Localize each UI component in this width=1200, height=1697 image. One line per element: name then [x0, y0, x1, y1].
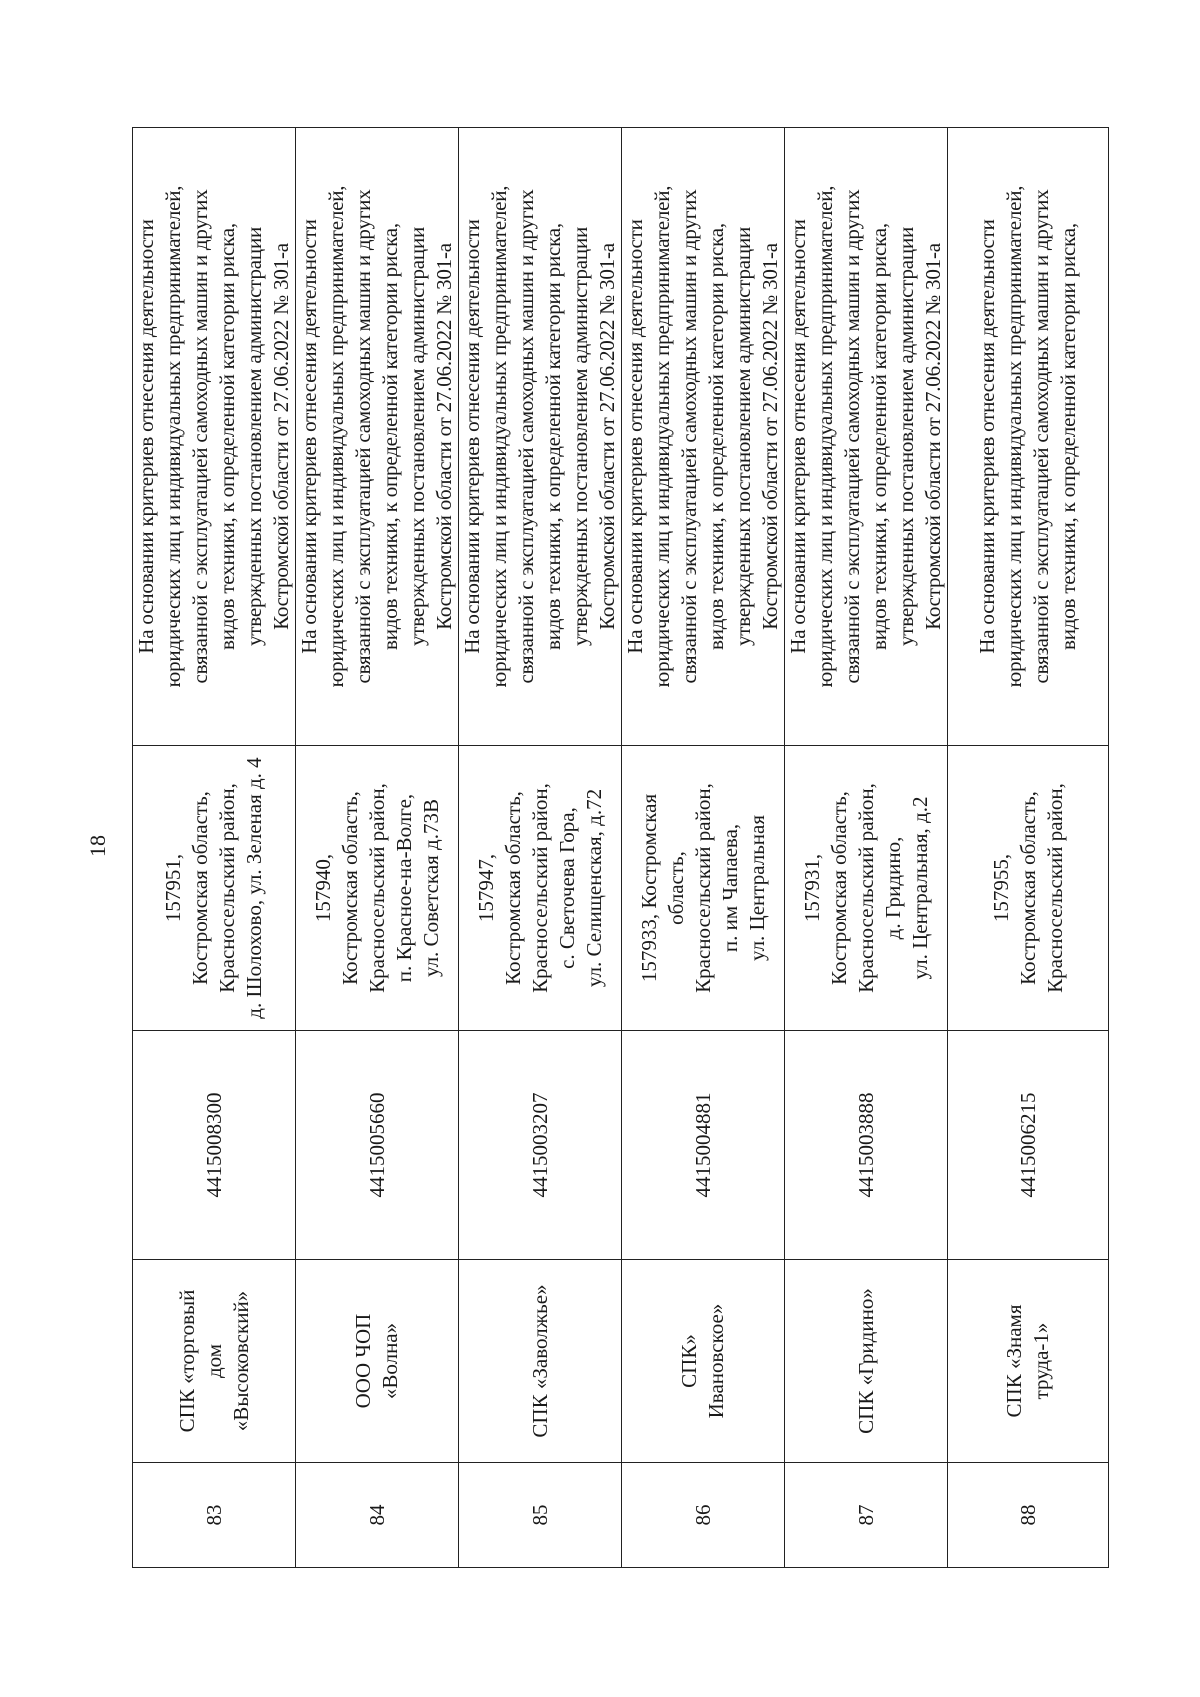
inn-cell-text: 4415005660 [364, 1092, 389, 1198]
basis-cell-line: видов техники, к определенной категории риска, [867, 223, 891, 650]
organization-name-cell-line: Ивановское» [704, 1303, 728, 1419]
inn-cell-text: 4415008300 [201, 1092, 226, 1198]
inn-cell [133, 1031, 296, 1260]
address-cell [296, 746, 459, 1031]
inn-cell [622, 1031, 785, 1260]
basis-cell [785, 128, 948, 746]
address-cell-line: Красносельский район, [215, 783, 239, 993]
organization-name-cell-line: СПК «Знамя [1002, 1304, 1026, 1418]
inn-cell [296, 1031, 459, 1260]
inn-cell-text: 4415004881 [690, 1092, 715, 1198]
basis-cell-line: видов техники, к определенной категории риска, [215, 223, 239, 650]
address-cell-line: д. Шолохово, ул. Зеленая д. 4 [242, 757, 266, 1019]
basis-cell-line: юридических лиц и индивидуальных предпринимателей, [650, 185, 674, 688]
organization-name-cell [296, 1260, 459, 1463]
basis-cell-line: юридических лиц и индивидуальных предпринимателей, [813, 185, 837, 688]
address-cell-line: Костромская область, [500, 791, 525, 985]
basis-cell-line: Костромской области от 27.06.2022 № 301-а [758, 243, 782, 630]
basis-cell-line: На основании критериев отнесения деятельности [975, 219, 999, 654]
address-cell-line: 157940, [310, 853, 335, 923]
address-cell-line: Красносельский район, [1042, 783, 1067, 993]
address-cell-line: ул. Советская д.73В [418, 799, 443, 977]
registry-table-container [132, 127, 1100, 1568]
basis-cell-line: На основании критериев отнесения деятельности [297, 219, 321, 654]
basis-cell-line: связанной с эксплуатацией самоходных машин и других [1029, 189, 1053, 684]
address-cell-line: 157931, [799, 853, 824, 923]
address-cell-line: п. Красное-на-Волге, [391, 793, 416, 983]
organization-name-cell-line: СПК «торговый [174, 1289, 199, 1433]
address-cell-line: Костромская область, [1015, 791, 1040, 985]
basis-cell [459, 128, 622, 746]
inn-cell [948, 1031, 1109, 1260]
table-row [459, 128, 622, 1568]
address-cell-line: область, [663, 851, 688, 925]
basis-cell-line: юридических лиц и индивидуальных предпринимателей, [161, 185, 185, 688]
address-cell-line: Красносельский район, [527, 783, 552, 993]
basis-cell-line: связанной с эксплуатацией самоходных машин и других [351, 189, 375, 684]
row-number-cell [296, 1463, 459, 1568]
basis-cell-line: Костромской области от 27.06.2022 № 301-а [269, 243, 293, 630]
address-cell-line: ул. Центральная, д.2 [907, 796, 932, 980]
address-cell-line: с. Светочева Гора, [554, 807, 579, 969]
address-cell [622, 746, 785, 1031]
row-number-cell-text: 83 [201, 1504, 226, 1526]
basis-cell-line: юридических лиц и индивидуальных предпринимателей, [324, 185, 348, 688]
table-row [622, 128, 785, 1568]
basis-cell-line: утвержденных постановлением администрации [568, 226, 592, 647]
row-number-cell [948, 1463, 1109, 1568]
address-cell-line: Костромская область, [826, 791, 851, 985]
organization-name-cell-line: труда-1» [1029, 1322, 1053, 1400]
organization-name-cell-line: ООО ЧОП [351, 1313, 375, 1409]
table-row [948, 128, 1109, 1568]
organization-name-cell [948, 1260, 1109, 1463]
address-cell-line: 157933, Костромская [636, 793, 661, 983]
basis-cell-line: утвержденных постановлением администрации [242, 226, 266, 647]
basis-cell-line: На основании критериев отнесения деятельности [786, 219, 810, 654]
basis-cell-line: утвержденных постановлением администрации [405, 226, 429, 647]
organization-name-cell [459, 1260, 622, 1463]
basis-cell-line: Костромской области от 27.06.2022 № 301-а [595, 243, 619, 630]
basis-cell-line: Костромской области от 27.06.2022 № 301-а [921, 243, 945, 630]
address-cell-line: ул. Центральная [744, 815, 769, 961]
organization-name-cell [622, 1260, 785, 1463]
address-cell-line: Красносельский район, [853, 783, 878, 993]
organization-name-cell-line: «Высоковский» [228, 1290, 253, 1432]
row-number-cell-text: 84 [364, 1504, 389, 1526]
basis-cell-line: На основании критериев отнесения деятельности [623, 219, 647, 654]
row-number-cell-text: 88 [1015, 1504, 1040, 1526]
address-cell-line: 157947, [473, 853, 498, 923]
registry-table [132, 127, 1109, 1568]
address-cell-line: ул. Селищенская, д.72 [581, 788, 606, 988]
inn-cell-text: 4415006215 [1015, 1092, 1040, 1198]
basis-cell-line: На основании критериев отнесения деятельности [460, 219, 484, 654]
organization-name-cell-line: дом [201, 1343, 226, 1379]
address-cell [459, 746, 622, 1031]
basis-cell-line: видов техники, к определенной категории риска, [378, 223, 402, 650]
basis-cell-line: Костромской области от 27.06.2022 № 301-а [432, 243, 456, 630]
basis-cell-line: связанной с эксплуатацией самоходных машин и других [514, 189, 538, 684]
address-cell-line: Костромская область, [337, 791, 362, 985]
address-cell [133, 746, 296, 1031]
organization-name-cell [785, 1260, 948, 1463]
inn-cell-text: 4415003207 [527, 1092, 552, 1198]
organization-name-cell-line: СПК» [677, 1334, 701, 1388]
basis-cell-line: связанной с эксплуатацией самоходных машин и других [188, 189, 212, 684]
basis-cell-line: связанной с эксплуатацией самоходных машин и других [840, 189, 864, 684]
row-number-cell [459, 1463, 622, 1568]
address-cell-line: 157955, [988, 853, 1013, 923]
table-row [296, 128, 459, 1568]
page-number-text: 18 [85, 835, 110, 857]
organization-name-cell-line: СПК «Заволжье» [527, 1284, 552, 1438]
basis-cell-line: юридических лиц и индивидуальных предпринимателей, [487, 185, 511, 688]
inn-cell [785, 1031, 948, 1260]
address-cell-line: Красносельский район, [690, 783, 715, 993]
row-number-cell-text: 85 [527, 1504, 552, 1526]
basis-cell [133, 128, 296, 746]
basis-cell-line: юридических лиц и индивидуальных предпринимателей, [1002, 185, 1026, 688]
address-cell-line: Красносельский район, [364, 783, 389, 993]
row-number-cell [133, 1463, 296, 1568]
basis-cell-line: На основании критериев отнесения деятельности [134, 219, 158, 654]
basis-cell [948, 128, 1109, 746]
address-cell [948, 746, 1109, 1031]
row-number-cell-text: 86 [690, 1504, 715, 1526]
address-cell-line: 157951, [161, 853, 185, 923]
inn-cell [459, 1031, 622, 1260]
organization-name-cell-line: «Волна» [378, 1322, 402, 1400]
basis-cell-line: утвержденных постановлением администрации [731, 226, 755, 647]
table-row [785, 128, 948, 1568]
organization-name-cell [133, 1260, 296, 1463]
basis-cell-line: видов техники, к определенной категории риска, [541, 223, 565, 650]
basis-cell-line: видов техники, к определенной категории риска, [704, 223, 728, 650]
address-cell [785, 746, 948, 1031]
row-number-cell [785, 1463, 948, 1568]
basis-cell [296, 128, 459, 746]
row-number-cell-text: 87 [853, 1504, 878, 1526]
row-number-cell [622, 1463, 785, 1568]
address-cell-line: Костромская область, [188, 791, 212, 985]
inn-cell-text: 4415003888 [853, 1092, 878, 1198]
basis-cell-line: видов техники, к определенной категории риска, [1056, 223, 1080, 650]
basis-cell-line: утвержденных постановлением администрации [894, 226, 918, 647]
basis-cell-line: связанной с эксплуатацией самоходных машин и других [677, 189, 701, 684]
organization-name-cell-line: СПК «Гридино» [853, 1288, 878, 1434]
address-cell-line: д. Гридино, [880, 836, 905, 940]
table-row [133, 128, 296, 1568]
registry-table-body [133, 128, 1109, 1568]
address-cell-line: п. им Чапаева, [717, 823, 742, 953]
basis-cell [622, 128, 785, 746]
